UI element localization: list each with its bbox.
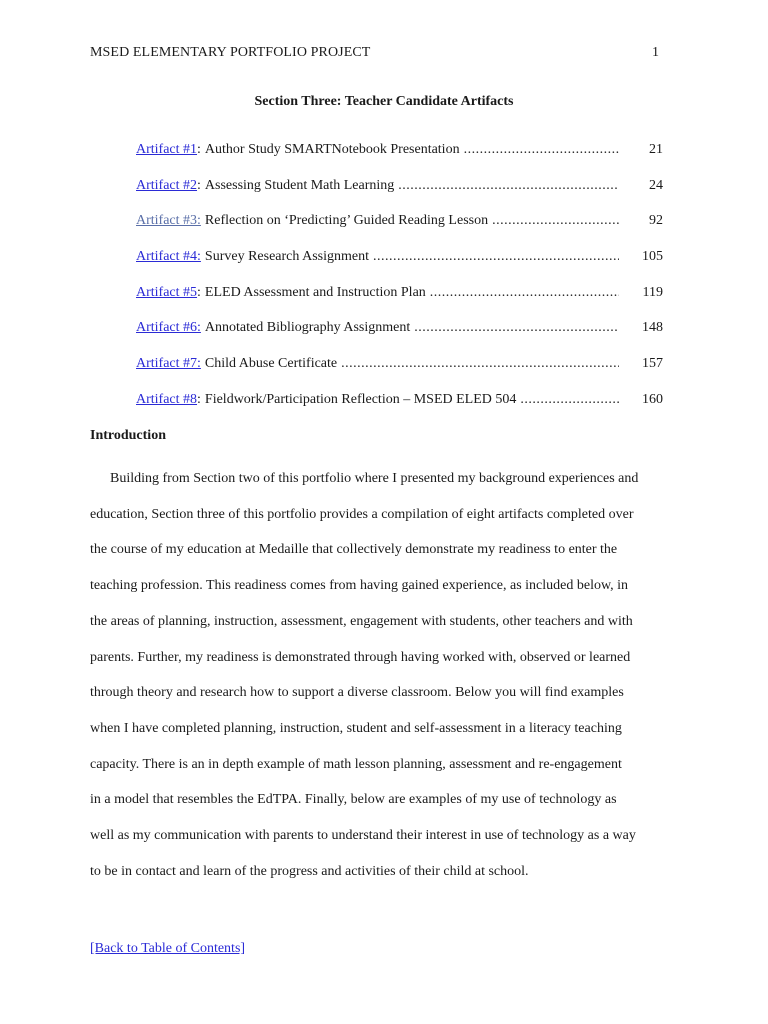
artifact-page-number: 157: [642, 356, 663, 372]
artifact-title: ELED Assessment and Instruction Plan: [204, 284, 426, 300]
artifact-link[interactable]: Artifact #1: [136, 142, 198, 157]
artifact-title: Fieldwork/Participation Reflection – MSED ELED 504: [204, 391, 517, 407]
introduction-heading: Introduction: [90, 428, 166, 443]
artifact-page-number: 92: [649, 213, 663, 229]
dot-leader: [430, 285, 619, 301]
artifact-page-number: 105: [642, 249, 663, 265]
paragraph-line: capacity. There is an in depth example of math lesson planning, assessment and re-engagement: [90, 756, 622, 772]
artifact-title: Author Study SMARTNotebook Presentation: [204, 142, 460, 157]
artifact-link[interactable]: Artifact #5: [136, 284, 198, 300]
artifact-title: Annotated Bibliography Assignment: [204, 320, 411, 336]
paragraph-line: when I have completed planning, instruction, student and self-assessment in a literacy teaching: [90, 720, 622, 736]
dot-leader: [464, 142, 619, 158]
paragraph-line: Building from Section two of this portfolio where I presented my background experiences and: [110, 471, 639, 486]
artifact-link[interactable]: Artifact #4:: [136, 249, 201, 265]
artifact-link[interactable]: Artifact #6:: [136, 320, 201, 336]
paragraph-line: the course of my education at Medaille that collectively demonstrate my readiness to enter the: [90, 542, 618, 558]
paragraph-line: well as my communication with parents to understand their interest in use of technology as a way: [90, 828, 636, 844]
artifact-separator: :: [197, 391, 201, 407]
introduction-paragraph: [90, 461, 680, 889]
artifact-row: [136, 178, 676, 214]
dot-leader: [492, 213, 619, 229]
artifact-separator: :: [197, 284, 201, 300]
paragraph-line: education, Section three of this portfolio provides a compilation of eight artifacts completed over: [90, 506, 634, 522]
artifact-link[interactable]: Artifact #7:: [136, 356, 201, 372]
artifact-list: [136, 142, 676, 428]
artifact-separator: :: [197, 177, 201, 193]
paragraph-line: through theory and research how to support a diverse classroom. Below you will find examples: [90, 685, 624, 701]
page-number: 1: [652, 45, 659, 60]
artifact-row: [136, 213, 676, 249]
dot-leader: [373, 249, 619, 265]
paragraph-line: parents. Further, my readiness is demonstrated through having worked with, observed or learned: [90, 649, 631, 665]
artifact-link[interactable]: Artifact #8: [136, 391, 198, 407]
artifact-row: [136, 142, 676, 178]
artifact-title: Reflection on ‘Predicting’ Guided Reading Lesson: [204, 213, 489, 229]
dot-leader: [414, 320, 619, 336]
dot-leader: [398, 178, 619, 194]
paragraph-line: the areas of planning, instruction, assessment, engagement with students, other teachers and with: [90, 613, 633, 629]
artifact-row: [136, 392, 676, 428]
artifact-row: [136, 249, 676, 285]
artifact-row: [136, 320, 676, 356]
dot-leader: [520, 392, 619, 408]
section-title: Section Three: Teacher Candidate Artifacts: [254, 94, 514, 109]
artifact-row: [136, 285, 676, 321]
artifact-title: Assessing Student Math Learning: [204, 177, 395, 193]
artifact-page-number: 119: [642, 284, 663, 300]
artifact-link[interactable]: Artifact #3:: [136, 213, 201, 229]
running-head: MSED ELEMENTARY PORTFOLIO PROJECT: [90, 45, 371, 60]
artifact-page-number: 148: [642, 320, 663, 336]
back-to-toc-link[interactable]: [Back to Table of Contents]: [90, 941, 246, 956]
paragraph-line: in a model that resembles the EdTPA. Finally, below are examples of my use of technology as: [90, 792, 617, 808]
artifact-link[interactable]: Artifact #2: [136, 177, 198, 193]
artifact-page-number: 21: [649, 142, 663, 157]
paragraph-line: to be in contact and learn of the progress and activities of their child at school.: [90, 863, 529, 879]
artifact-separator: :: [197, 142, 201, 157]
artifact-title: Survey Research Assignment: [204, 249, 370, 265]
paragraph-line: teaching profession. This readiness comes from having gained experience, as included below, in: [90, 578, 629, 594]
artifact-row: [136, 356, 676, 392]
dot-leader: [341, 356, 619, 372]
artifact-page-number: 160: [642, 391, 663, 407]
artifact-page-number: 24: [649, 177, 663, 193]
artifact-title: Child Abuse Certificate: [204, 356, 338, 372]
